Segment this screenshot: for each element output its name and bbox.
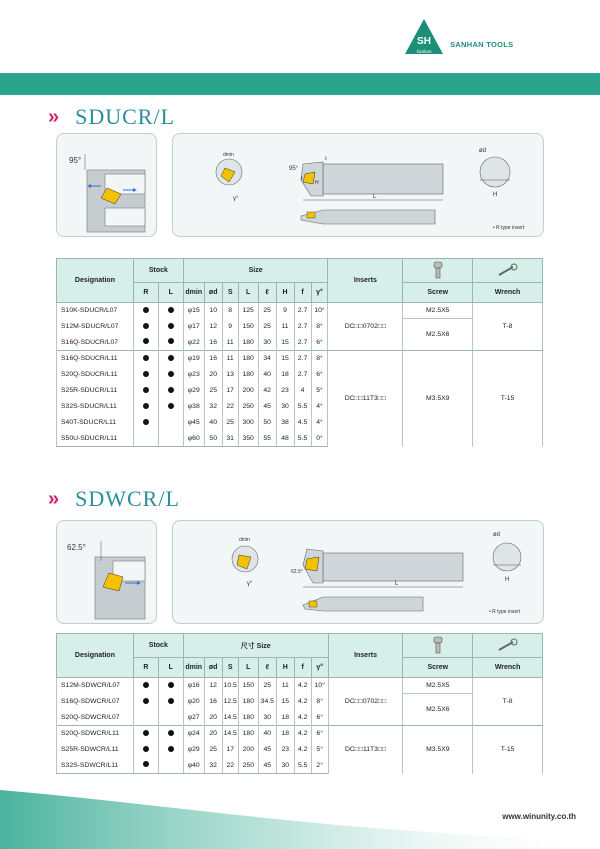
designation-cell: S20Q-SDWCR/L07 — [57, 710, 134, 726]
size-cell-od: 32 — [204, 758, 222, 774]
size-cell-f: 2.7 — [294, 303, 311, 319]
spec-table-sducr: Designation Stock Size Inserts R L dmin ød S L ℓ H f γ° Screw Wrench S10K-SDUCR/L07 φ15 10 8 125 25 9 2.7 10° DC□□0702□□ M2.5X5 T-8 S12M-SDUCR/L07 φ17 12 9 150 25 11 2.7 8° M2.5X6 S16Q-SDUCR/L07 φ22 16 11 180 30 15 2.7 6° S16Q-SDUCR/L11 φ19 16 11 180 34 15 2.7 8° DC□□11T3□□ M3.5X9 T-15 S20Q-SDUCR/L11 φ23 20 13 180 40 18 2.7 6° S25R-SDUCR/L11 φ29 25 17 200 42 23 4 5° S32S-SDUCR/L11 φ38 32 22 250 45 30 5.5 4° S40T-SDUCR/L11 φ45 40 25 300 50 38 4.5 4° S50U-SDUCR/L11 φ60 50 31 350 55 48 5.5 0° — [56, 258, 543, 447]
size-cell-f: 5.5 — [294, 399, 311, 415]
size-cell-dmin: φ22 — [183, 335, 204, 351]
stock-cell — [158, 431, 183, 447]
size-cell-g: 8° — [311, 351, 328, 367]
size-cell-od: 50 — [204, 431, 222, 447]
size-cell-s: 9 — [222, 319, 238, 335]
stock-cell — [133, 319, 158, 335]
col-size: Size — [183, 259, 328, 283]
size-cell-g: 5° — [311, 383, 328, 399]
svg-text:ød: ød — [493, 532, 501, 538]
size-cell-h: 30 — [276, 399, 294, 415]
size-cell-f: 4.2 — [294, 678, 311, 694]
svg-text:ød: ød — [479, 148, 487, 154]
in-stock-dot — [168, 746, 174, 752]
size-cell-dmin: φ24 — [183, 726, 204, 742]
stock-cell — [133, 758, 158, 774]
setup-diagram-sdwcr — [56, 520, 157, 624]
in-stock-dot — [168, 730, 174, 736]
stock-cell — [158, 726, 183, 742]
wrench-cell: T-15 — [473, 726, 543, 774]
stock-cell — [133, 726, 158, 742]
size-cell-ell: 45 — [258, 399, 276, 415]
stock-cell — [158, 758, 183, 774]
insert-cell: DC□□11T3□□ — [328, 351, 403, 447]
col-size: 尺寸 Size — [183, 634, 328, 658]
size-cell-od: 25 — [204, 742, 222, 758]
size-cell-h: 18 — [276, 726, 294, 742]
size-cell-ell: 30 — [258, 710, 276, 726]
size-cell-g: 8° — [311, 319, 328, 335]
in-stock-dot — [168, 338, 174, 344]
wrench-cell: T-8 — [473, 303, 543, 351]
size-cell-s: 11 — [222, 335, 238, 351]
designation-cell: S50U-SDUCR/L11 — [57, 431, 134, 447]
size-cell-h: 11 — [276, 319, 294, 335]
size-cell-od: 12 — [204, 319, 222, 335]
size-cell-g: 4° — [311, 399, 328, 415]
tool-drawing-sdwcr — [172, 520, 544, 624]
size-cell-h: 23 — [276, 742, 294, 758]
stock-cell — [133, 335, 158, 351]
size-cell-L: 180 — [238, 367, 258, 383]
designation-cell: S32S-SDWCR/L11 — [57, 758, 134, 774]
stock-cell — [133, 383, 158, 399]
size-cell-dmin: φ45 — [183, 415, 204, 431]
size-cell-L: 200 — [238, 742, 258, 758]
size-cell-g: 10° — [311, 678, 328, 694]
size-cell-s: 10.5 — [222, 678, 238, 694]
in-stock-dot — [143, 355, 149, 361]
r-type-note: • R type insert — [493, 225, 525, 231]
size-cell-ell: 50 — [258, 415, 276, 431]
size-cell-s: 13 — [222, 367, 238, 383]
in-stock-dot — [168, 355, 174, 361]
svg-text:f: f — [301, 176, 303, 182]
size-cell-g: 0° — [311, 431, 328, 447]
size-cell-h: 9 — [276, 303, 294, 319]
size-cell-s: 25 — [222, 415, 238, 431]
angle-label: 62.5° — [67, 543, 86, 552]
stock-cell — [158, 415, 183, 431]
tool-drawing-sducr — [172, 133, 544, 237]
stock-cell — [158, 351, 183, 367]
size-cell-s: 11 — [222, 351, 238, 367]
size-cell-h: 15 — [276, 335, 294, 351]
svg-text:95°: 95° — [289, 166, 299, 172]
wrench-icon — [473, 634, 543, 658]
size-cell-f: 4.5 — [294, 415, 311, 431]
stock-cell — [133, 678, 158, 694]
size-cell-dmin: φ20 — [183, 694, 204, 710]
size-cell-od: 25 — [204, 383, 222, 399]
size-cell-f: 4.2 — [294, 710, 311, 726]
in-stock-dot — [168, 403, 174, 409]
size-cell-s: 17 — [222, 383, 238, 399]
size-cell-ell: 34.5 — [258, 694, 276, 710]
stock-cell — [158, 335, 183, 351]
size-cell-h: 15 — [276, 351, 294, 367]
size-cell-od: 40 — [204, 415, 222, 431]
setup-diagram-sducr — [56, 133, 157, 237]
size-cell-h: 18 — [276, 710, 294, 726]
angle-label: 95° — [69, 156, 82, 165]
designation-cell: S20Q-SDUCR/L11 — [57, 367, 134, 383]
size-cell-s: 22 — [222, 758, 238, 774]
size-cell-od: 16 — [204, 335, 222, 351]
size-cell-L: 300 — [238, 415, 258, 431]
table-row — [57, 319, 543, 335]
wrench-cell: T-15 — [473, 351, 543, 447]
in-stock-dot — [143, 371, 149, 377]
stock-cell — [133, 399, 158, 415]
designation-cell: S25R-SDUCR/L11 — [57, 383, 134, 399]
double-chevron-icon: » — [48, 488, 56, 510]
in-stock-dot — [168, 371, 174, 377]
stock-cell — [133, 415, 158, 431]
svg-text:H: H — [315, 180, 319, 186]
stock-cell — [133, 351, 158, 367]
in-stock-dot — [143, 387, 149, 393]
table-row — [57, 678, 543, 694]
stock-cell — [158, 383, 183, 399]
size-cell-g: 8° — [311, 694, 328, 710]
stock-cell — [133, 303, 158, 319]
size-cell-ell: 25 — [258, 678, 276, 694]
screw-cell: M3.5X9 — [403, 351, 473, 447]
brand-name: SANHAN TOOLS — [450, 40, 514, 49]
size-cell-h: 15 — [276, 694, 294, 710]
size-cell-L: 125 — [238, 303, 258, 319]
screw-cell: M2.5X5 — [403, 303, 473, 319]
size-cell-L: 250 — [238, 758, 258, 774]
in-stock-dot — [168, 323, 174, 329]
svg-text:γ°: γ° — [247, 581, 253, 587]
designation-cell: S16Q-SDUCR/L11 — [57, 351, 134, 367]
size-cell-g: 5° — [311, 742, 328, 758]
size-cell-dmin: φ60 — [183, 431, 204, 447]
size-cell-g: 6° — [311, 335, 328, 351]
in-stock-dot — [143, 730, 149, 736]
svg-text:SH: SH — [417, 36, 431, 47]
size-cell-dmin: φ38 — [183, 399, 204, 415]
svg-text:L: L — [373, 194, 377, 200]
size-cell-od: 20 — [204, 710, 222, 726]
stock-cell — [158, 399, 183, 415]
stock-cell — [158, 694, 183, 710]
in-stock-dot — [143, 307, 149, 313]
stock-cell — [158, 303, 183, 319]
table-row — [57, 303, 543, 319]
size-cell-ell: 34 — [258, 351, 276, 367]
size-cell-s: 12.5 — [222, 694, 238, 710]
size-cell-dmin: φ23 — [183, 367, 204, 383]
size-cell-dmin: φ15 — [183, 303, 204, 319]
size-cell-dmin: φ40 — [183, 758, 204, 774]
stock-cell — [133, 694, 158, 710]
in-stock-dot — [143, 419, 149, 425]
size-cell-h: 11 — [276, 678, 294, 694]
col-designation: Designation — [57, 634, 134, 678]
in-stock-dot — [168, 698, 174, 704]
double-chevron-icon: » — [48, 106, 56, 128]
stock-cell — [158, 742, 183, 758]
table-row — [57, 726, 543, 742]
stock-cell — [133, 431, 158, 447]
spec-table-sdwcr: Designation Stock 尺寸 Size Inserts R L dmin ød S L ℓ H f γ° Screw Wrench S12M-SDWCR/L07 φ16 12 10.5 150 25 11 4.2 10° DC□□0702□□ M2.5X5 T-8 S16Q-SDWCR/L07 φ20 16 12.5 180 34.5 15 4.2 8° M2.5X6 S20Q-SDWCR/L07 φ27 20 14.5 180 30 18 4.2 6° S20Q-SDWCR/L11 φ24 20 14.5 180 40 18 4.2 6° DC□□11T3□□ M3.5X9 T-15 S25R-SDWCR/L11 φ29 25 17 200 45 23 4.2 5° S32S-SDWCR/L11 φ40 32 22 250 45 30 5.5 2° — [56, 633, 543, 774]
size-cell-f: 4.2 — [294, 726, 311, 742]
size-cell-g: 6° — [311, 367, 328, 383]
size-cell-f: 4.2 — [294, 694, 311, 710]
size-cell-f: 5.5 — [294, 431, 311, 447]
size-cell-L: 250 — [238, 399, 258, 415]
size-cell-h: 30 — [276, 758, 294, 774]
in-stock-dot — [143, 323, 149, 329]
col-stock: Stock — [133, 259, 183, 283]
size-cell-ell: 55 — [258, 431, 276, 447]
size-cell-f: 4 — [294, 383, 311, 399]
size-cell-h: 38 — [276, 415, 294, 431]
size-cell-ell: 30 — [258, 335, 276, 351]
size-cell-ell: 40 — [258, 367, 276, 383]
insert-cell: DC□□0702□□ — [328, 303, 403, 351]
sanhan-logo — [404, 18, 444, 56]
size-cell-ell: 25 — [258, 303, 276, 319]
size-cell-f: 2.7 — [294, 351, 311, 367]
svg-text:H: H — [493, 192, 498, 198]
in-stock-dot — [168, 682, 174, 688]
size-cell-od: 32 — [204, 399, 222, 415]
stock-cell — [158, 367, 183, 383]
insert-cell: DC□□11T3□□ — [328, 726, 403, 774]
screw-icon — [403, 259, 473, 283]
insert-cell: DC□□0702□□ — [328, 678, 403, 726]
designation-cell: S20Q-SDWCR/L11 — [57, 726, 134, 742]
stock-cell — [133, 710, 158, 726]
size-cell-od: 10 — [204, 303, 222, 319]
in-stock-dot — [168, 307, 174, 313]
wrench-cell: T-8 — [473, 678, 543, 726]
stock-cell — [158, 710, 183, 726]
size-cell-ell: 45 — [258, 758, 276, 774]
table-row — [57, 351, 543, 367]
designation-cell: S12M-SDUCR/L07 — [57, 319, 134, 335]
screw-cell: M2.5X6 — [403, 694, 473, 726]
svg-text:L: L — [395, 581, 399, 587]
table-row — [57, 694, 543, 710]
svg-text:Sanhan: Sanhan — [416, 50, 432, 55]
size-cell-L: 180 — [238, 710, 258, 726]
size-cell-dmin: φ16 — [183, 678, 204, 694]
size-cell-h: 48 — [276, 431, 294, 447]
svg-text:γ°: γ° — [233, 196, 239, 202]
size-cell-f: 2.7 — [294, 319, 311, 335]
size-cell-dmin: φ29 — [183, 383, 204, 399]
svg-text:62.5°: 62.5° — [291, 569, 303, 575]
designation-cell: S10K-SDUCR/L07 — [57, 303, 134, 319]
screw-cell: M2.5X6 — [403, 319, 473, 351]
in-stock-dot — [143, 761, 149, 767]
screw-cell: M3.5X9 — [403, 726, 473, 774]
size-cell-L: 180 — [238, 726, 258, 742]
in-stock-dot — [143, 746, 149, 752]
size-cell-L: 200 — [238, 383, 258, 399]
stock-cell — [133, 742, 158, 758]
svg-text:dmin: dmin — [239, 537, 250, 543]
size-cell-g: 2° — [311, 758, 328, 774]
section-title-sducr: » SDUCR/L — [48, 104, 176, 129]
screw-icon — [403, 634, 473, 658]
size-cell-ell: 40 — [258, 726, 276, 742]
size-cell-ell: 45 — [258, 742, 276, 758]
size-cell-L: 180 — [238, 694, 258, 710]
stock-cell — [158, 319, 183, 335]
designation-cell: S25R-SDWCR/L11 — [57, 742, 134, 758]
size-cell-g: 4° — [311, 415, 328, 431]
size-cell-L: 350 — [238, 431, 258, 447]
size-cell-dmin: φ27 — [183, 710, 204, 726]
size-cell-od: 16 — [204, 351, 222, 367]
in-stock-dot — [168, 387, 174, 393]
header-band — [0, 73, 600, 95]
svg-text:ℓ: ℓ — [325, 156, 327, 162]
size-cell-f: 4.2 — [294, 742, 311, 758]
in-stock-dot — [143, 403, 149, 409]
size-cell-h: 18 — [276, 367, 294, 383]
website-url: www.winunity.co.th — [502, 812, 576, 821]
in-stock-dot — [143, 682, 149, 688]
designation-cell: S32S-SDUCR/L11 — [57, 399, 134, 415]
size-cell-ell: 25 — [258, 319, 276, 335]
size-cell-dmin: φ17 — [183, 319, 204, 335]
size-cell-f: 2.7 — [294, 335, 311, 351]
screw-cell: M2.5X5 — [403, 678, 473, 694]
size-cell-L: 180 — [238, 335, 258, 351]
size-cell-s: 17 — [222, 742, 238, 758]
svg-text:dmin: dmin — [223, 152, 234, 158]
size-cell-L: 150 — [238, 678, 258, 694]
size-cell-f: 2.7 — [294, 367, 311, 383]
size-cell-ell: 42 — [258, 383, 276, 399]
size-cell-s: 8 — [222, 303, 238, 319]
size-cell-g: 6° — [311, 710, 328, 726]
size-cell-s: 14.5 — [222, 726, 238, 742]
in-stock-dot — [143, 698, 149, 704]
col-designation: Designation — [57, 259, 134, 303]
wrench-icon — [473, 259, 543, 283]
size-cell-od: 20 — [204, 367, 222, 383]
size-cell-od: 20 — [204, 726, 222, 742]
section-title-sdwcr: » SDWCR/L — [48, 486, 180, 511]
size-cell-dmin: φ29 — [183, 742, 204, 758]
in-stock-dot — [143, 338, 149, 344]
r-type-note: • R type insert — [489, 609, 521, 615]
size-cell-L: 150 — [238, 319, 258, 335]
col-inserts: Inserts — [328, 259, 403, 303]
col-stock: Stock — [133, 634, 183, 658]
size-cell-g: 6° — [311, 726, 328, 742]
designation-cell: S16Q-SDWCR/L07 — [57, 694, 134, 710]
size-cell-s: 31 — [222, 431, 238, 447]
size-cell-od: 12 — [204, 678, 222, 694]
designation-cell: S16Q-SDUCR/L07 — [57, 335, 134, 351]
stock-cell — [158, 678, 183, 694]
designation-cell: S40T-SDUCR/L11 — [57, 415, 134, 431]
svg-text:H: H — [505, 577, 510, 583]
size-cell-dmin: φ19 — [183, 351, 204, 367]
size-cell-od: 16 — [204, 694, 222, 710]
size-cell-g: 10° — [311, 303, 328, 319]
stock-cell — [133, 367, 158, 383]
size-cell-s: 22 — [222, 399, 238, 415]
designation-cell: S12M-SDWCR/L07 — [57, 678, 134, 694]
col-inserts: Inserts — [328, 634, 403, 678]
size-cell-f: 5.5 — [294, 758, 311, 774]
size-cell-h: 23 — [276, 383, 294, 399]
size-cell-s: 14.5 — [222, 710, 238, 726]
size-cell-L: 180 — [238, 351, 258, 367]
